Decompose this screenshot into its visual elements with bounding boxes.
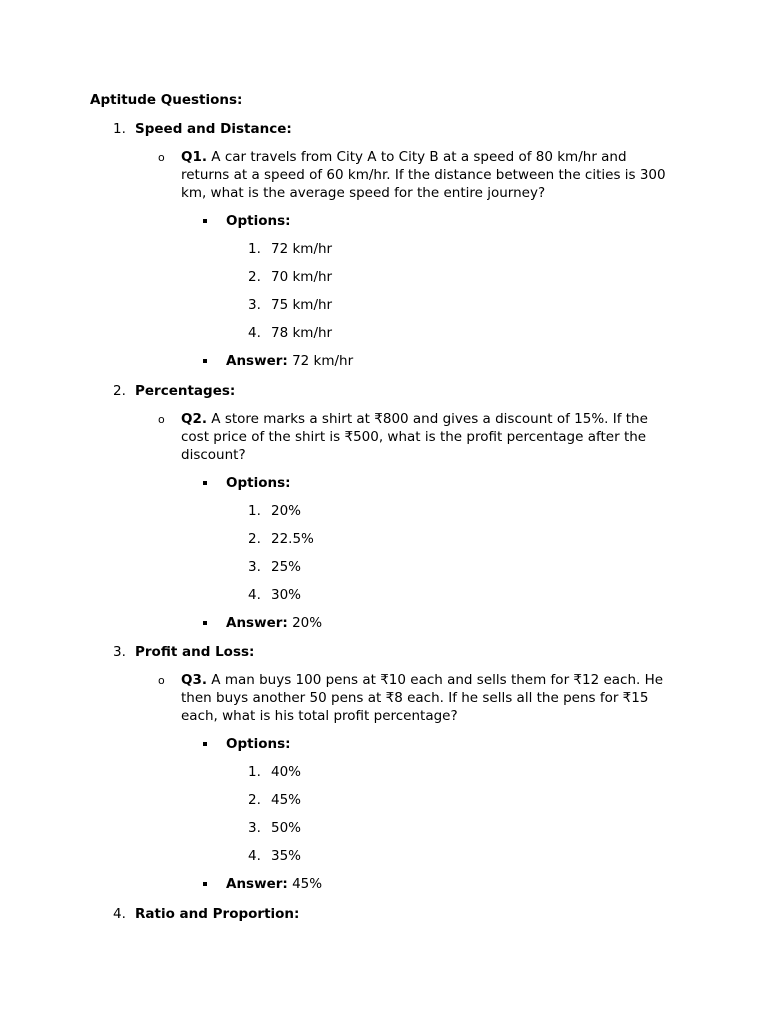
answer-line — [226, 875, 322, 893]
option-text: 30% — [271, 587, 302, 603]
option-text: 70 km/hr — [271, 269, 333, 285]
answer-label: Answer: — [226, 353, 288, 369]
option-text: 45% — [271, 792, 302, 808]
answer-label: Answer: — [226, 615, 288, 631]
question-text: then buys another 50 pens at ₹8 each. If he sells all the pens for ₹15 — [181, 690, 649, 706]
option-number: 1. — [248, 764, 261, 780]
question-text: A store marks a shirt at ₹800 and gives a discount of 15%. If the — [207, 411, 648, 427]
section-heading: Profit and Loss: — [135, 644, 255, 660]
option-number: 4. — [248, 848, 261, 864]
option-number: 3. — [248, 820, 261, 836]
section-heading: Ratio and Proportion: — [135, 906, 300, 922]
question-text-line — [181, 148, 627, 166]
question-text-line — [181, 446, 246, 464]
question-bullet-icon: o — [158, 413, 165, 426]
question-text-line — [181, 689, 648, 707]
answer-value: 72 km/hr — [287, 353, 354, 369]
option-text: 75 km/hr — [271, 297, 333, 313]
question-text: each, what is his total profit percentage? — [181, 708, 458, 724]
option-number: 2. — [248, 531, 261, 547]
answer-line — [226, 614, 322, 632]
square-bullet-icon — [203, 742, 207, 746]
option-number: 4. — [248, 587, 261, 603]
question-text-line — [181, 428, 646, 446]
question-text: returns at a speed of 60 km/hr. If the distance between the cities is 300 — [181, 167, 666, 183]
question-text-line — [181, 410, 648, 428]
option-number: 2. — [248, 269, 261, 285]
option-number: 4. — [248, 325, 261, 341]
question-text: A man buys 100 pens at ₹10 each and sells them for ₹12 each. He — [207, 672, 664, 688]
question-text-line — [181, 671, 663, 689]
document-title: Aptitude Questions: — [90, 92, 243, 108]
question-text: discount? — [181, 447, 246, 463]
question-bullet-icon: o — [158, 674, 165, 687]
question-text: A car travels from City A to City B at a speed of 80 km/hr and — [207, 149, 627, 165]
question-text-line — [181, 707, 458, 725]
question-label: Q2. — [181, 411, 207, 427]
square-bullet-icon — [203, 219, 207, 223]
option-text: 40% — [271, 764, 302, 780]
section-number: 4. — [113, 906, 126, 922]
question-bullet-icon: o — [158, 151, 165, 164]
option-number: 3. — [248, 559, 261, 575]
options-label: Options: — [226, 475, 291, 491]
section-number: 2. — [113, 383, 126, 399]
option-text: 50% — [271, 820, 302, 836]
option-number: 1. — [248, 503, 261, 519]
question-text-line — [181, 166, 666, 184]
option-text: 25% — [271, 559, 302, 575]
section-heading: Percentages: — [135, 383, 236, 399]
options-label: Options: — [226, 213, 291, 229]
square-bullet-icon — [203, 481, 207, 485]
section-number: 3. — [113, 644, 126, 660]
option-text: 20% — [271, 503, 302, 519]
square-bullet-icon — [203, 359, 207, 363]
question-text: km, what is the average speed for the entire journey? — [181, 185, 546, 201]
section-heading: Speed and Distance: — [135, 121, 292, 137]
section-number: 1. — [113, 121, 126, 137]
option-number: 3. — [248, 297, 261, 313]
answer-value: 45% — [287, 876, 323, 892]
option-text: 78 km/hr — [271, 325, 333, 341]
answer-label: Answer: — [226, 876, 288, 892]
option-text: 72 km/hr — [271, 241, 333, 257]
question-text: cost price of the shirt is ₹500, what is the profit percentage after the — [181, 429, 647, 445]
square-bullet-icon — [203, 882, 207, 886]
option-number: 2. — [248, 792, 261, 808]
option-number: 1. — [248, 241, 261, 257]
option-text: 35% — [271, 848, 302, 864]
answer-line — [226, 352, 353, 370]
answer-value: 20% — [287, 615, 323, 631]
question-text-line — [181, 184, 545, 202]
options-label: Options: — [226, 736, 291, 752]
question-label: Q3. — [181, 672, 207, 688]
question-label: Q1. — [181, 149, 207, 165]
option-text: 22.5% — [271, 531, 314, 547]
square-bullet-icon — [203, 621, 207, 625]
